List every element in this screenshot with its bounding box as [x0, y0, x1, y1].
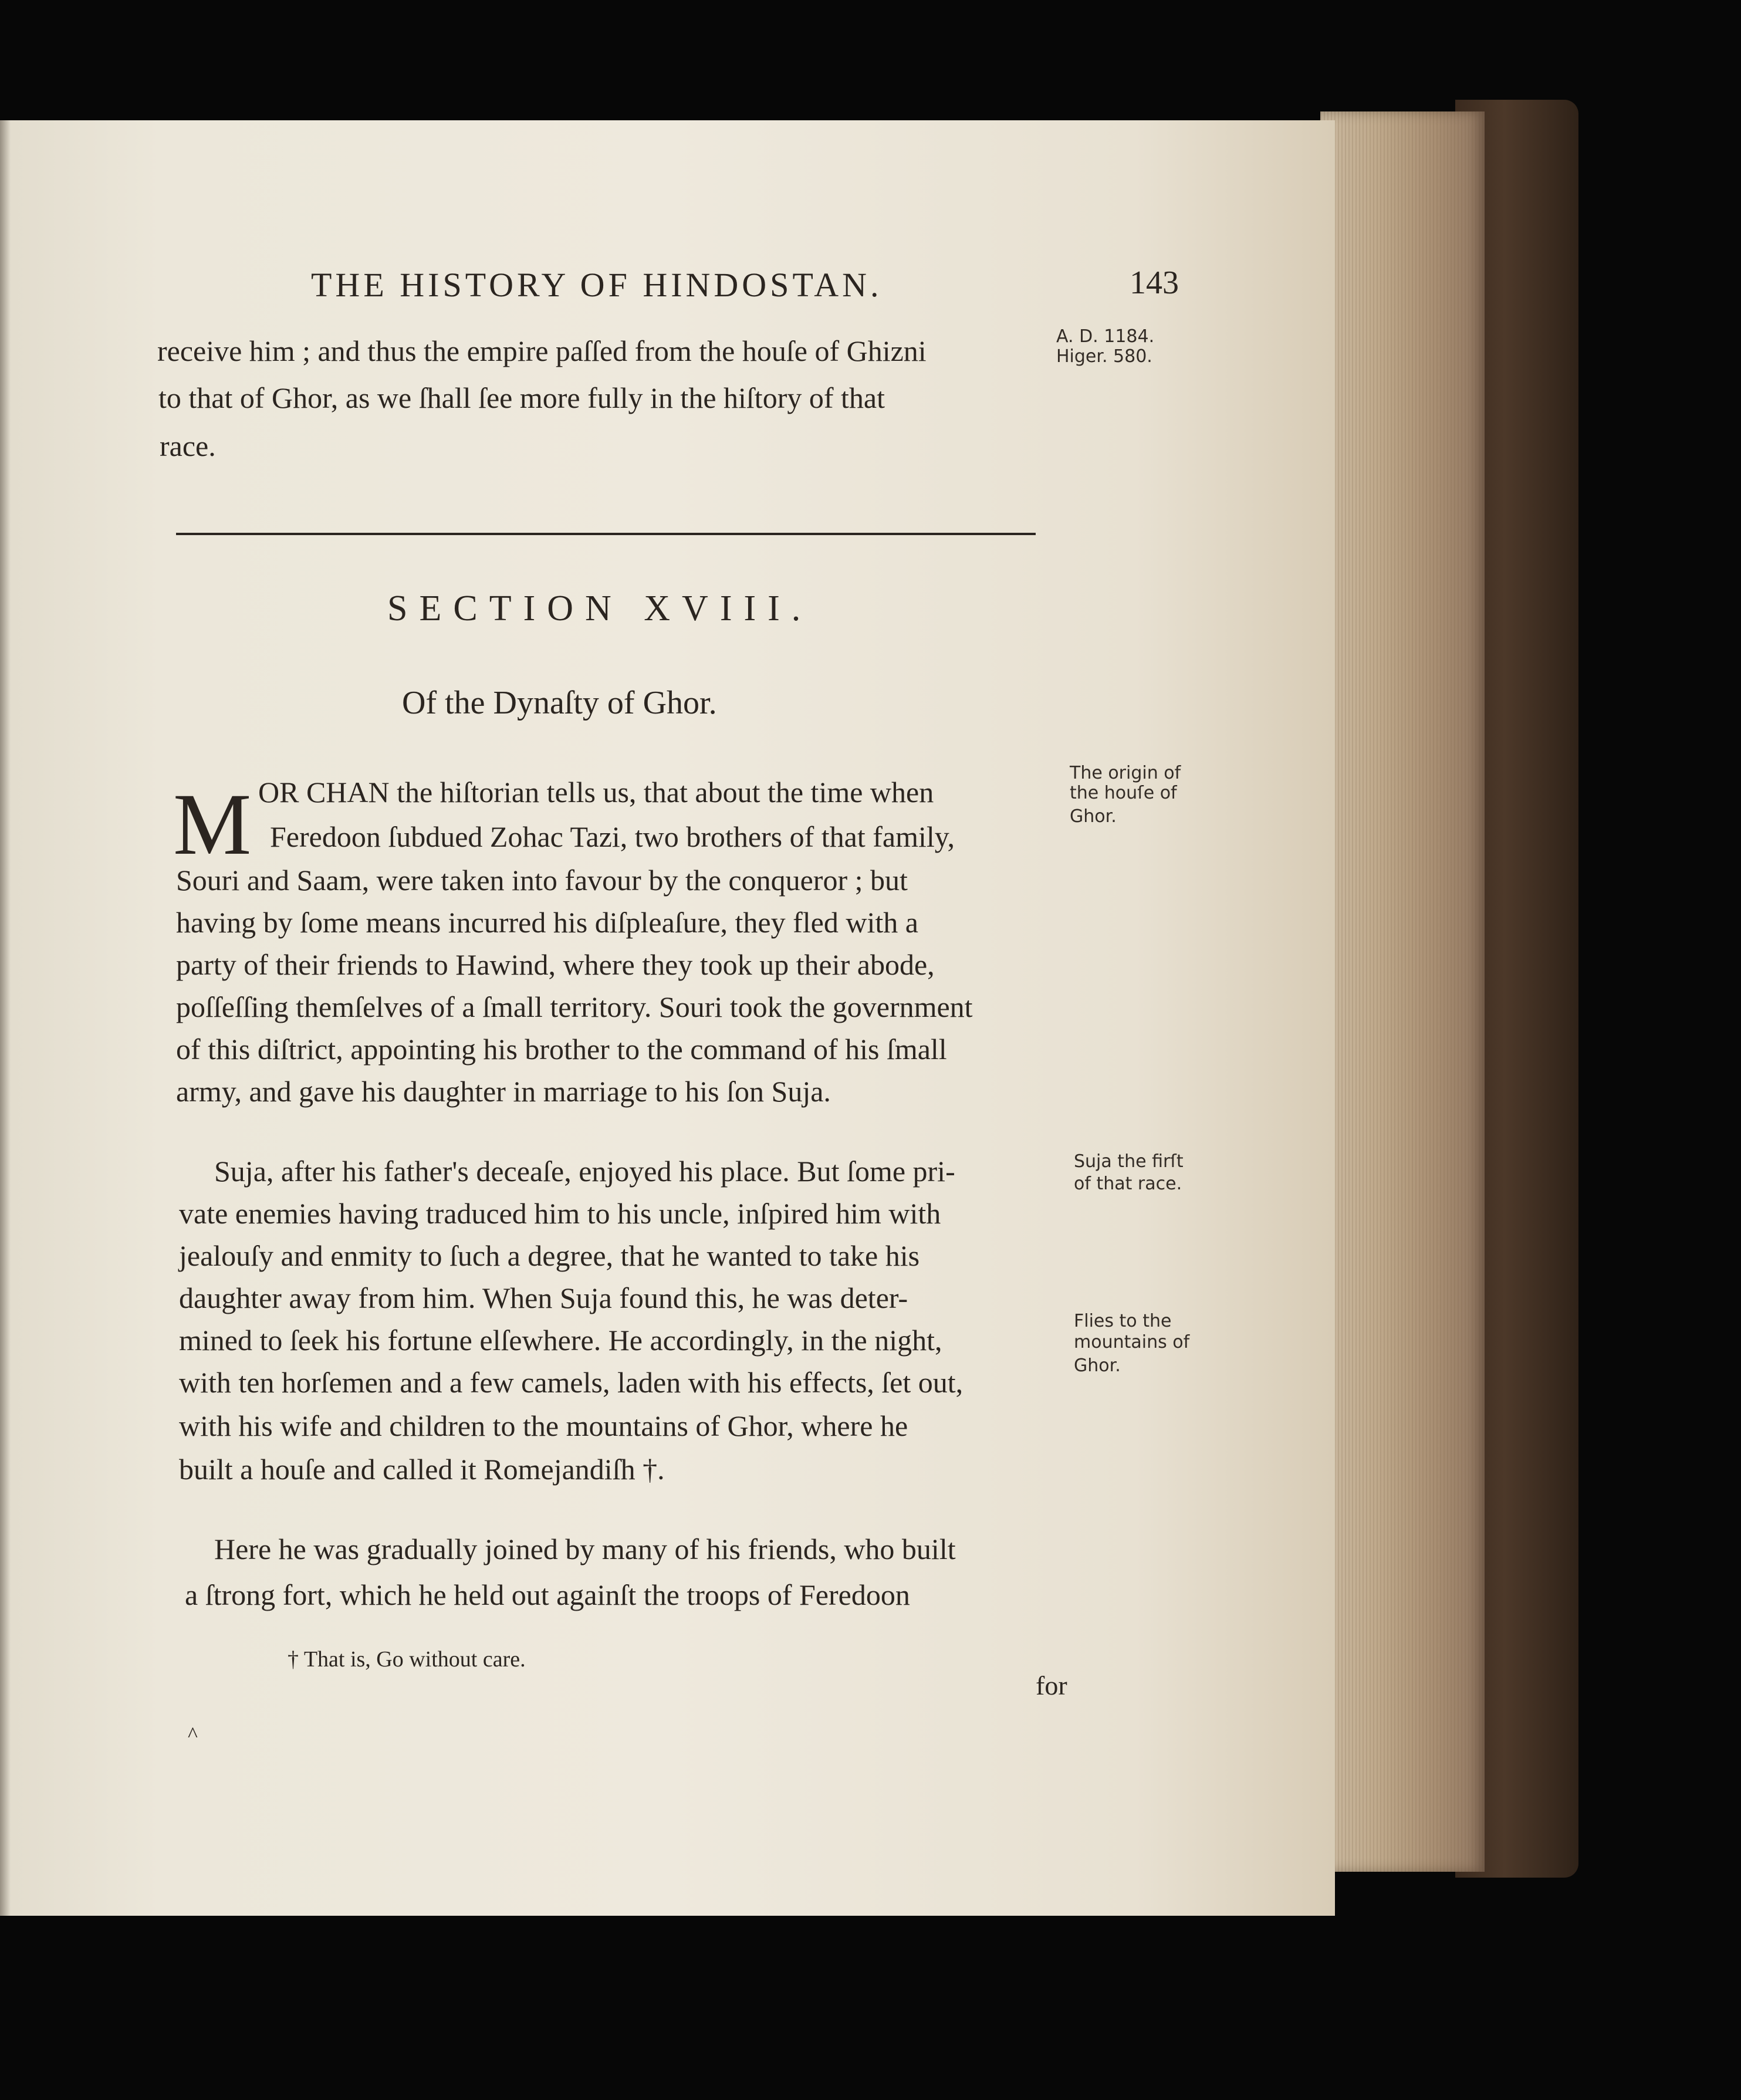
page-gutter-shadow [0, 120, 11, 1916]
body-line: built a houſe and called it Romejandiſh †. [179, 1453, 665, 1486]
page-number: 143 [1130, 265, 1179, 301]
body-line: Suja, after his father's deceaſe, enjoyed his place. But ſome pri- [214, 1155, 955, 1188]
body-line: daughter away from him. When Suja found this, he was deter- [179, 1281, 908, 1314]
margin-note-flies: mountains of [1074, 1332, 1190, 1352]
margin-note-origin: Ghor. [1070, 806, 1117, 827]
body-line: with ten horſemen and a few camels, laden with his effects, ſet out, [179, 1366, 964, 1399]
margin-note-origin: The origin of [1070, 763, 1181, 783]
running-title: THE HISTORY OF HINDOSTAN. [311, 266, 883, 304]
body-line: receive him ; and thus the empire paſſed from the houſe of Ghizni [157, 334, 927, 367]
margin-note-date: A. D. 1184. [1056, 326, 1155, 347]
margin-note-suja: of that race. [1074, 1174, 1182, 1194]
section-subheading: Of the Dynaſty of Ghor. [402, 685, 717, 721]
footnote: † That is, Go without care. [288, 1647, 526, 1672]
margin-note-date: Higer. 580. [1056, 346, 1152, 367]
margin-note-flies: Ghor. [1074, 1355, 1121, 1376]
body-line: poſſeſſing themſelves of a ſmall territory. Souri took the government [176, 990, 973, 1023]
margin-note-origin: the houſe of [1070, 783, 1177, 803]
margin-note-flies: Flies to the [1074, 1311, 1172, 1331]
body-line: of this diſtrict, appointing his brother to the command of his ſmall [176, 1033, 947, 1066]
body-line: a ſtrong fort, which he held out againſt the troops of Feredoon [185, 1578, 910, 1611]
body-line: jealouſy and enmity to ſuch a degree, that he wanted to take his [179, 1239, 920, 1272]
body-line: Here he was gradually joined by many of his friends, who built [214, 1533, 956, 1565]
section-divider-rule [176, 533, 1036, 535]
body-line: vate enemies having traduced him to his uncle, inſpired him with [179, 1197, 941, 1230]
body-line: army, and gave his daughter in marriage to his ſon Suja. [176, 1075, 831, 1108]
body-line: OR CHAN the hiſtorian tells us, that about the time when [258, 776, 934, 809]
body-line: with his wife and children to the mountains of Ghor, where he [179, 1409, 908, 1442]
margin-note-suja: Suja the firſt [1074, 1151, 1184, 1172]
body-line: to that of Ghor, as we ſhall ſee more fully in the hiſtory of that [158, 381, 885, 414]
catchword: for [1036, 1670, 1067, 1700]
body-line: Feredoon ſubdued Zohac Tazi, two brothers of that family, [270, 820, 955, 853]
section-heading: SECTION XVIII. [387, 589, 813, 628]
body-line: mined to ſeek his fortune elſewhere. He accordingly, in the night, [179, 1324, 942, 1357]
body-line: having by ſome means incurred his diſpleaſure, they fled with a [176, 906, 918, 939]
body-line: race. [160, 430, 216, 462]
body-line: Souri and Saam, were taken into favour by the conqueror ; but [176, 864, 908, 897]
book-page-edges [1320, 111, 1485, 1872]
body-line: party of their friends to Hawind, where they took up their abode, [176, 948, 935, 981]
stray-mark: ^ [188, 1723, 198, 1746]
drop-cap: M [173, 776, 252, 873]
